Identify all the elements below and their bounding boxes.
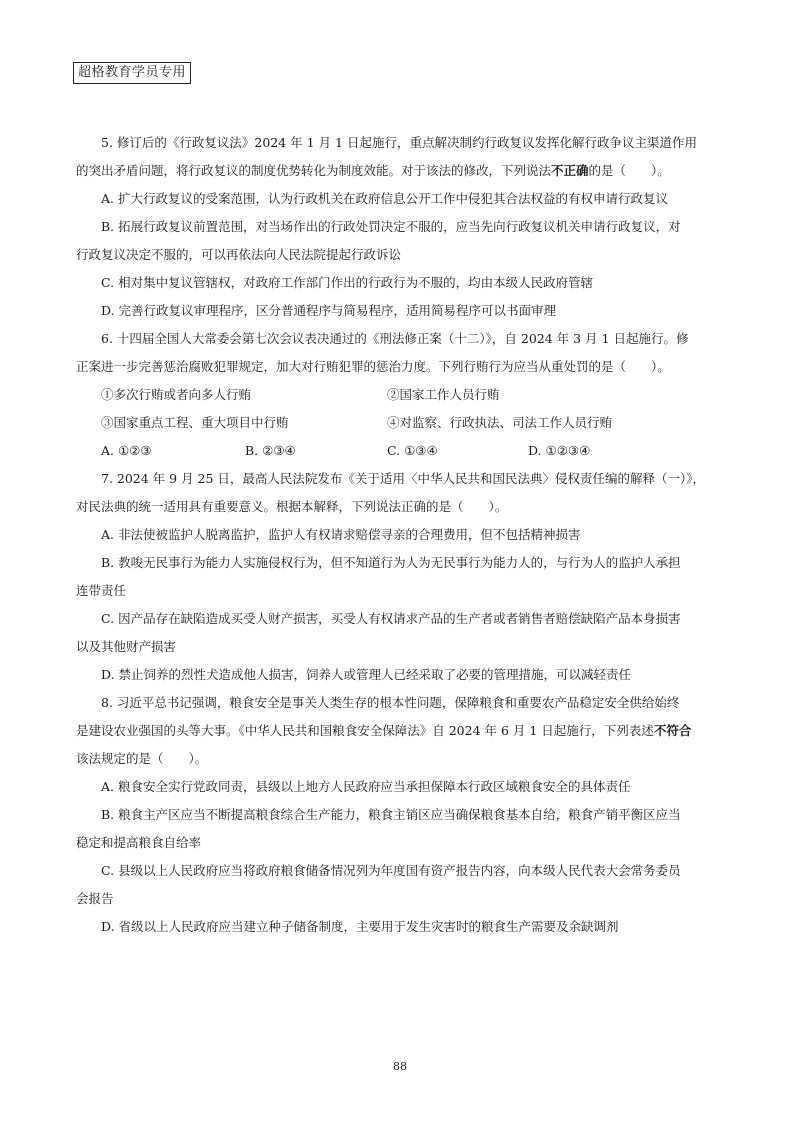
q7-option-a: A. 非法使被监护人脱离监护，监护人有权请求赔偿寻亲的合理费用，但不包括精神损害	[101, 527, 581, 542]
q8-stem-line-2	[76, 717, 726, 745]
q6-stem-line-2: 正案进一步完善惩治腐败犯罪规定，加大对行贿犯罪的惩治力度。下列行贿行为应当从重处罚的是（ ）。	[76, 359, 670, 374]
q5-stem-text: 的突出矛盾问题，将行政复议的制度优势转化为制度效能。对于该法的修改，下列说法	[76, 163, 552, 178]
q8-option-b-line-2: 稳定和提高粮食自给率	[76, 835, 202, 850]
q6-option-c: C. ①③④	[387, 443, 438, 458]
q6-items-row-1	[76, 381, 726, 409]
question-6	[76, 325, 726, 465]
q7-option-c-line-1: C. 因产品存在缺陷造成买受人财产损害，买受人有权请求产品的生产者或者销售者赔偿缺陷产品本身损害	[101, 611, 681, 626]
q6-items-row-2	[76, 409, 726, 437]
q8-option-d: D. 省级以上人民政府应当建立种子储备制度，主要用于发生灾害时的粮食生产需要及余缺调剂	[101, 919, 619, 934]
q7-option-b-line-1: B. 教唆无民事行为能力人实施侵权行为，但不知道行为人为无民事行为能力人的，与行为人的监护人承担	[101, 555, 681, 570]
q7-option-c-line-2: 以及其他财产损害	[76, 639, 177, 654]
question-8	[76, 689, 726, 941]
q5-option-b-line-1: B. 拓展行政复议前置范围，对当场作出的行政处罚决定不服的，应当先向行政复议机关申请行政复议，对	[101, 219, 681, 234]
q8-option-a: A. 粮食安全实行党政同责，县级以上地方人民政府应当承担保障本行政区域粮食安全的具体责任	[101, 779, 631, 794]
q6-option-b: B. ②③④	[245, 443, 296, 458]
q8-option-c-line-2: 会报告	[76, 891, 114, 906]
question-7	[76, 465, 726, 689]
page-number: 88	[393, 1060, 407, 1073]
q5-stem-tail: 的是（ ）。	[588, 163, 670, 178]
q6-item-3: ③国家重点工程、重大项目中行贿	[101, 415, 289, 430]
q7-option-b-line-2: 连带责任	[76, 583, 127, 598]
q5-stem-line-2	[76, 157, 726, 185]
q5-option-b-line-2: 行政复议决定不服的，可以再依法向人民法院提起行政诉讼	[76, 247, 402, 262]
q8-stem-line-1: 8. 习近平总书记强调，粮食安全是事关人类生存的根本性问题，保障粮食和重要农产品稳定安全供给始终	[101, 695, 680, 710]
q6-item-1: ①多次行贿或者向多人行贿	[101, 387, 252, 402]
q6-option-d: D. ①②③④	[528, 443, 591, 458]
question-content	[76, 129, 726, 941]
q6-item-4: ④对监察、行政执法、司法工作人员行贿	[387, 415, 613, 430]
q6-options-row	[76, 437, 726, 465]
q8-stem-line-3: 该法规定的是（ ）。	[76, 751, 208, 766]
q8-option-b-line-1: B. 粮食主产区应当不断提高粮食综合生产能力，粮食主销区应当确保粮食基本自给，粮食产销平衡区应当	[101, 807, 681, 822]
q7-option-d: D. 禁止饲养的烈性犬造成他人损害，饲养人或管理人已经采取了必要的管理措施，可以减轻责任	[101, 667, 632, 682]
q5-option-d: D. 完善行政复议审理程序，区分普通程序与简易程序，适用简易程序可以书面审理	[101, 303, 557, 318]
q5-stem-line-1: 5. 修订后的《行政复议法》2024 年 1 月 1 日起施行，重点解决制约行政复议发挥化解行政争议主渠道作用	[101, 135, 697, 150]
q5-option-c: C. 相对集中复议管辖权，对政府工作部门作出的行政行为不服的，均由本级人民政府管辖	[101, 275, 594, 290]
q5-emphasis: 不正确	[551, 163, 589, 178]
q6-stem-line-1: 6. 十四届全国人大常委会第七次会议表决通过的《刑法修正案（十二）》，自 2024 年 3 月 1 日起施行。修	[101, 331, 689, 346]
q8-stem-text: 是建设农业强国的头等大事。《中华人民共和国粮食安全保障法》自 2024 年 6 月 1 日起施行，下列表述	[76, 723, 654, 738]
q8-option-c-line-1: C. 县级以上人民政府应当将政府粮食储备情况列为年度国有资产报告内容，向本级人民代表大会常务委员	[101, 863, 681, 878]
q5-option-a: A. 扩大行政复议的受案范围，认为行政机关在政府信息公开工作中侵犯其合法权益的有权申请行政复议	[101, 191, 668, 206]
question-5	[76, 129, 726, 325]
q7-stem-line-2: 对民法典的统一适用具有重要意义。根据本解释，下列说法正确的是（ ）。	[76, 499, 508, 514]
q6-item-2: ②国家工作人员行贿	[387, 387, 500, 402]
q7-stem-line-1: 7. 2024 年 9 月 25 日，最高人民法院发布《关于适用〈中华人民共和国民法典〉侵权责任编的解释（一）》，	[101, 471, 705, 486]
q6-option-a: A. ①②③	[101, 443, 152, 458]
q8-emphasis: 不符合	[653, 723, 692, 738]
header-label: 超格教育学员专用	[73, 62, 191, 84]
